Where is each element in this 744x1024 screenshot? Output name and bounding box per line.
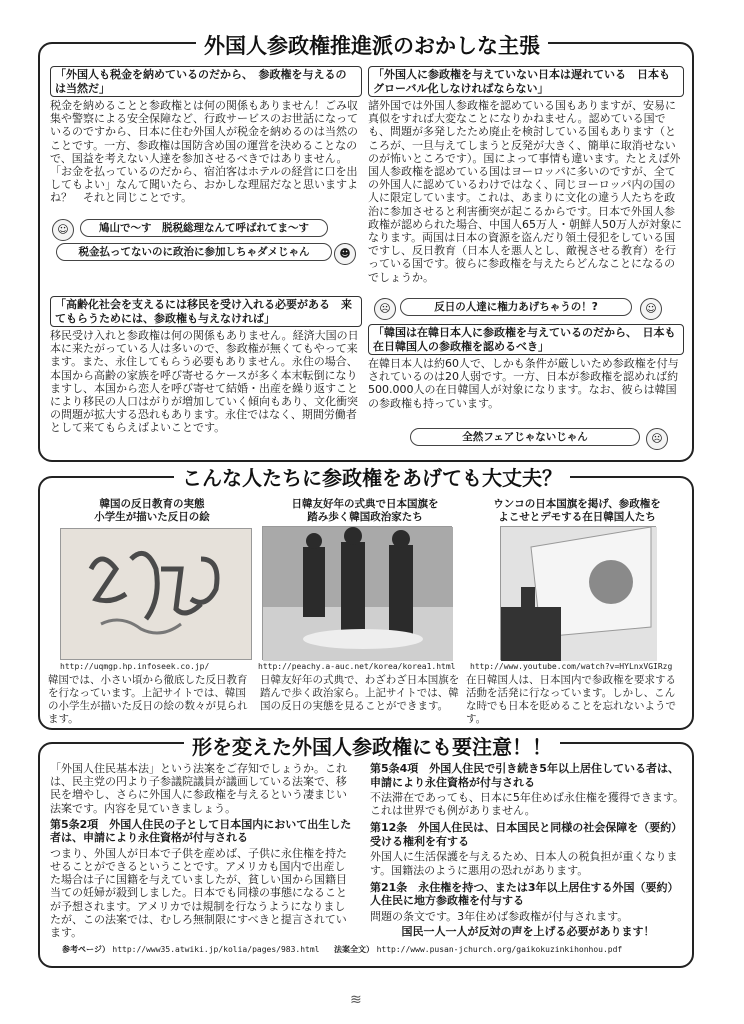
bottom-panel-title: 形を変えた外国人参政権にも要注意！！ — [0, 731, 744, 760]
reference-label: 参考ページ） — [62, 945, 110, 954]
drawing-source-link[interactable]: http://uqmgp.hp.infoseek.co.jp/ — [60, 662, 210, 671]
article-12-heading: 第12条 外国人住民は、日本国民と同様の社会保障を（要約）受ける権利を有する — [370, 821, 683, 848]
not-fair-speech-bubble: 全然フェアじゃないじゃん — [410, 428, 640, 446]
article-5-4-heading: 第5条4項 外国人住民で引き続き5年以上居住している者は、申請により永住資格が付与される — [370, 762, 679, 789]
korea-claim-body: 在韓日本人は約60人で、しかも条件が厳しいため参政権を付与されているのは20人弱です。一方、日本が参政権を認めれば約500.000人の在日韓国人が対象になります。なお、彼らは韓国の参政権も持っています。 — [368, 357, 679, 410]
closing-call: 国民一人一人が反対の声を上げる必要があります！ — [401, 925, 655, 939]
drawing-caption-title: 韓国の反日教育の実態 小学生が描いた反日の絵 — [94, 498, 210, 523]
citizen-face-icon: ☻ — [334, 243, 356, 265]
footer-ornament: ≋ — [350, 992, 362, 1008]
bottom-right-column — [370, 762, 686, 939]
demo-caption-title: ウンコの日本国旗を掲げ、参政権を よこせとデモする在日韓国人たち — [493, 498, 661, 523]
bottom-left-column — [50, 762, 356, 940]
reference-links — [62, 944, 622, 955]
child-face-icon: ☺ — [640, 298, 662, 320]
bill-link[interactable]: http://www.pusan-jchurch.org/gaikokuzinkihonhou.pdf — [376, 945, 623, 954]
anti-japan-drawing-image — [60, 528, 252, 660]
drawing-description: 韓国では、小さい頃から徹底した反日教育を行なっています。上記サイトでは、韓国の小学生が描いた反日の絵の数々が見られます。 — [48, 674, 248, 725]
top-left-column — [50, 66, 362, 206]
immigration-claim-heading: 「高齢化社会を支えるには移民を受け入れる必要がある 来てもらうためには、参政権も与えなければ」 — [50, 296, 362, 327]
reference-link[interactable]: http://www35.atwiki.jp/kolia/pages/983.html — [112, 945, 320, 954]
tax-claim-heading: 「外国人も税金を納めているのだから、 参政権を与えるのは当然だ」 — [50, 66, 362, 97]
immigration-claim-body: 移民受け入れと参政権は何の関係もありません。経済大国の日本に来たがっている人は多いので、参政権が無くてもやって来ます。また、永住してもらう必要もありません。永住の場合、本国から高齢の家族を呼び寄せるケースが多く本末転倒になりますし、本国から恋人を呼び寄せて結婚・出産を繰り返すことにより移民の人口はがりが増加していく傾向もあり、文化衝突の問題が拡大する恐れもあります。永住ではなく、期間労働者として来てもらえばよいことです。 — [50, 329, 359, 435]
middle-panel-title: こんな人たちに参政権をあげても大丈夫？ — [0, 462, 744, 491]
bill-label: 法案全文） — [334, 945, 375, 954]
hatoyama-speech-bubble: 鳩山で〜す 脱税総理なんて呼ばれてま〜す — [80, 219, 328, 237]
article-5-2-heading: 第5条2項 外国人住民の子として日本国内において出生した者は、申請により永住資格が付与される — [50, 817, 352, 845]
demo-source-link[interactable]: http://www.youtube.com/watch?v=HYLnxVGIRzg — [470, 662, 673, 671]
top-panel-title: 外国人参政権推進派のおかしな主張 — [0, 30, 744, 60]
tax-speech-bubble: 税金払ってないのに政治に参加しちゃダメじゃん — [56, 243, 332, 261]
bill-intro: 「外国人住民基本法」という法案をご存知でしょうか。これは、民主党の円より子参議院議員が議画している法案で、移民を増やし、さらに外国人に参政権を与えるという凄まじい法案です。内容を見ていきましょう。 — [50, 762, 347, 815]
anti-japan-speech-bubble: 反日の人達に権力あげちゃうの！? — [400, 298, 632, 316]
angry-face-icon: ☹ — [646, 428, 668, 450]
globalization-claim-heading: 「外国人に参政権を与えていない日本は遅れている 日本もグローバル化しなければならない」 — [368, 66, 684, 97]
article-12-body: 外国人に生活保護を与えるため、日本人の税負担が重くなります。国籍法のように悪用の恐れがあります。 — [370, 850, 678, 877]
hatoyama-face-icon: ☺ — [52, 219, 74, 241]
korea-claim-heading: 「韓国は在韓日本人に参政権を与えているのだから、 日本も在日韓国人の参政権を認めるべき」 — [368, 324, 684, 355]
article-5-2-body: つまり、外国人が日本で子供を産めば、子供に永住権を持たせることができるということです。アメリカも国内で出産した場合は子に国籍を与えていましたが、貧しい国から国籍目当ての妊婦が殺到しました。日本でも同様の事態になることが予想されます。アメリカでは規制を行なうようになりましたが、この法案では、むしろ無制限にすべきと提言されています。 — [50, 846, 347, 940]
top-left-column-2 — [50, 296, 362, 436]
globalization-claim-body: 諸外国では外国人参政権を認めている国もありますが、安易に真似をすれば大変なことになりかねません。認めている国でも、問題が多発したため廃止を検討している国もあります（ところが、一旦与えてしまうと反発が大きく、簡単に取消せないのが怖いところです）。国によって事情も違います。たとえば外国人参政権を認めている国はヨーロッパに多いのですが、全ての外国人に認めているわけではなく、同じヨーロッパ内の国の人に限定しています。これは、あまりに文化の違う人たちを政治に参加させると利害衝突が起こるからです。日本で外国人参政権が認められた場合、中国人65万人・朝鮮人50万人が対象になります。両国は日本の資源を盗んだり領土侵犯をしている国ですし、反日教育（日本人を悪人とし、敵視させる教育）を行っている国です。彼らに参政権を与えたらどんなことになるのでしょうか。 — [368, 99, 682, 284]
flag-stepping-source-link[interactable]: http://peachy.a-auc.net/korea/korea1.html — [258, 662, 456, 671]
worried-face-icon: ☹ — [374, 298, 396, 320]
top-right-column — [368, 66, 684, 285]
flag-stepping-caption-title: 日韓友好年の式典で日本国旗を 踏み歩く韓国政治家たち — [291, 498, 439, 523]
demo-description: 在日韓国人は、日本国内で参政権を要求する活動を活発に行なっています。しかし、こんな時でも日本を貶めることを忘れないようです。 — [466, 674, 676, 725]
top-right-column-2 — [368, 324, 684, 411]
article-5-4-body: 不法滞在であっても、日本に5年住めば永住権を獲得できます。これは世界でも例がありません。 — [370, 791, 685, 818]
flag-stepping-photo — [262, 526, 452, 660]
article-21-heading: 第21条 永住権を持つ、または3年以上居住する外国（要約）人住民に地方参政権を付与する — [370, 880, 679, 908]
tax-claim-body: 税金を納めることと参政権とは何の関係もありません！ごみ収集や警察による安全保障など、行政サービスのお世話になっているのですから、日本に住む外国人が税金を納めるのは当然のことです。一方、参政権は国防含め国の運営を決めることなので、国益を考えない人達を参加させるべきではありません。「お金を払っているのだから、宿泊客はホテルの経営に口を出してもよい」なんて聞いたら、おかしな理屈だなと思いますよね？ それと同じことです。 — [50, 99, 358, 205]
article-21-body: 問題の条文です。3年住めば参政権が付与されます。 — [370, 909, 629, 923]
flag-stepping-description: 日韓友好年の式典で、わざわざ日本国旗を踏んで歩く政治家ら。上記サイトでは、韓国の反日の実態を見ることができます。 — [260, 674, 460, 712]
demo-photo — [500, 526, 656, 660]
